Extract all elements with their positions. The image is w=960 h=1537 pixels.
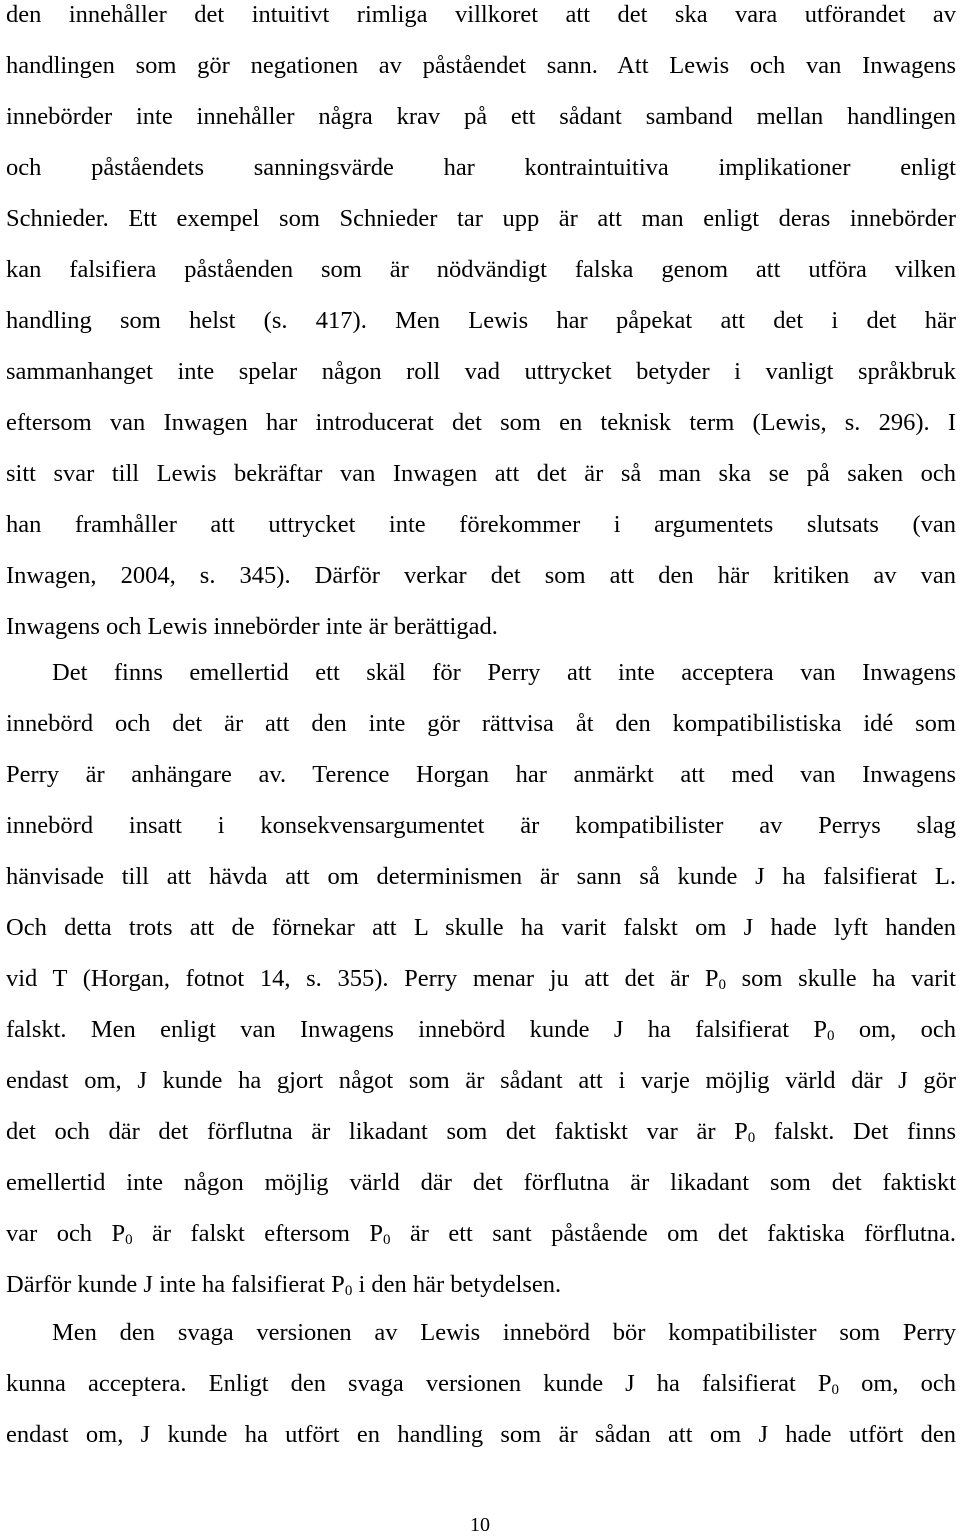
- text-line: endast om, J kunde ha gjort något som är sådant att i varje möjlig värld där J gör: [6, 1067, 956, 1094]
- text-line: endast om, J kunde ha utfört en handling som är sådan att om J hade utfört den: [6, 1421, 956, 1448]
- text-fragment: är falskt eftersom P: [152, 1220, 384, 1247]
- text-line: innebörder inte innehåller några krav på ett sådant samband mellan handlingen: [6, 103, 956, 130]
- text-fragment: Därför kunde J inte ha falsifierat P: [6, 1271, 345, 1298]
- text-line: hänvisade till att hävda att om determinismen är sann så kunde J ha falsifierat L.: [6, 863, 956, 890]
- subscript-zero: 0: [831, 1382, 840, 1398]
- text-line: [6, 1358, 956, 1409]
- text-line: handling som helst (s. 417). Men Lewis har påpekat att det i det här: [6, 307, 956, 334]
- text-line: Inwagens och Lewis innebörder inte är berättigad.: [6, 613, 498, 640]
- paragraph-2: [6, 647, 956, 1310]
- text-line: och påståendets sanningsvärde har kontraintuitiva implikationer enligt: [6, 154, 956, 181]
- text-line: handlingen som gör negationen av påståendet sann. Att Lewis och van Inwagens: [6, 52, 956, 79]
- text-line: han framhåller att uttrycket inte förekommer i argumentets slutsats (van: [6, 511, 956, 538]
- text-line: Och detta trots att de förnekar att L skulle ha varit falskt om J hade lyft handen: [6, 914, 956, 941]
- text-line: sammanhanget inte spelar någon roll vad uttrycket betyder i vanligt språkbruk: [6, 358, 956, 385]
- text-line: kan falsifiera påståenden som är nödvändigt falska genom att utföra vilken: [6, 256, 956, 283]
- text-line: Perry är anhängare av. Terence Horgan har anmärkt att med van Inwagens: [6, 761, 956, 788]
- text-line: [6, 1004, 956, 1055]
- subscript-zero: 0: [383, 1232, 391, 1248]
- subscript-zero: 0: [827, 1028, 835, 1044]
- text-fragment: om, och: [861, 1370, 956, 1397]
- text-line: Men den svaga versionen av Lewis innebörd bör kompatibilister som Perry: [52, 1319, 956, 1346]
- paragraph-1: [6, 0, 956, 652]
- text-fragment: i den här betydelsen.: [358, 1271, 562, 1298]
- subscript-zero: 0: [125, 1232, 133, 1248]
- text-fragment: det och där det förflutna är likadant som det faktiskt var är P: [6, 1118, 748, 1145]
- text-fragment: falskt. Men enligt van Inwagens innebörd kunde J ha falsifierat P: [6, 1016, 828, 1043]
- text-line: Inwagen, 2004, s. 345). Därför verkar det som att den här kritiken av van: [6, 562, 956, 589]
- text-line: Det finns emellertid ett skäl för Perry att inte acceptera van Inwagens: [52, 659, 956, 686]
- text-line: innebörd insatt i konsekvensargumentet är kompatibilister av Perrys slag: [6, 812, 956, 839]
- text-line: [6, 1259, 956, 1310]
- paragraph-3: [6, 1307, 956, 1460]
- text-fragment: falskt. Det finns: [773, 1118, 957, 1145]
- page-number: 10: [470, 1514, 490, 1536]
- text-line: Schnieder. Ett exempel som Schnieder tar upp är att man enligt deras innebörder: [6, 205, 956, 232]
- text-fragment: kunna acceptera. Enligt den svaga versionen kunde J ha falsifierat P: [6, 1370, 832, 1397]
- text-line: sitt svar till Lewis bekräftar van Inwagen att det är så man ska se på saken och: [6, 460, 956, 487]
- subscript-zero: 0: [344, 1283, 353, 1299]
- text-fragment: var och P: [6, 1220, 126, 1247]
- text-fragment: om, och: [858, 1016, 957, 1043]
- text-line: den innehåller det intuitivt rimliga villkoret att det ska vara utförandet av: [6, 1, 956, 28]
- subscript-zero: 0: [747, 1130, 756, 1146]
- text-fragment: som skulle ha varit: [741, 965, 956, 992]
- text-fragment: är ett sant påstående om det faktiska förflutna.: [409, 1220, 956, 1247]
- text-line: eftersom van Inwagen har introducerat det som en teknisk term (Lewis, s. 296). I: [6, 409, 956, 436]
- text-line: innebörd och det är att den inte gör rättvisa åt den kompatibilistiska idé som: [6, 710, 956, 737]
- text-line: [6, 1208, 956, 1259]
- text-fragment: vid T (Horgan, fotnot 14, s. 355). Perry menar ju att det är P: [6, 965, 719, 992]
- subscript-zero: 0: [718, 977, 726, 993]
- text-line: emellertid inte någon möjlig värld där det förflutna är likadant som det faktiskt: [6, 1169, 956, 1196]
- text-line: [6, 1106, 956, 1157]
- text-line: [6, 953, 956, 1004]
